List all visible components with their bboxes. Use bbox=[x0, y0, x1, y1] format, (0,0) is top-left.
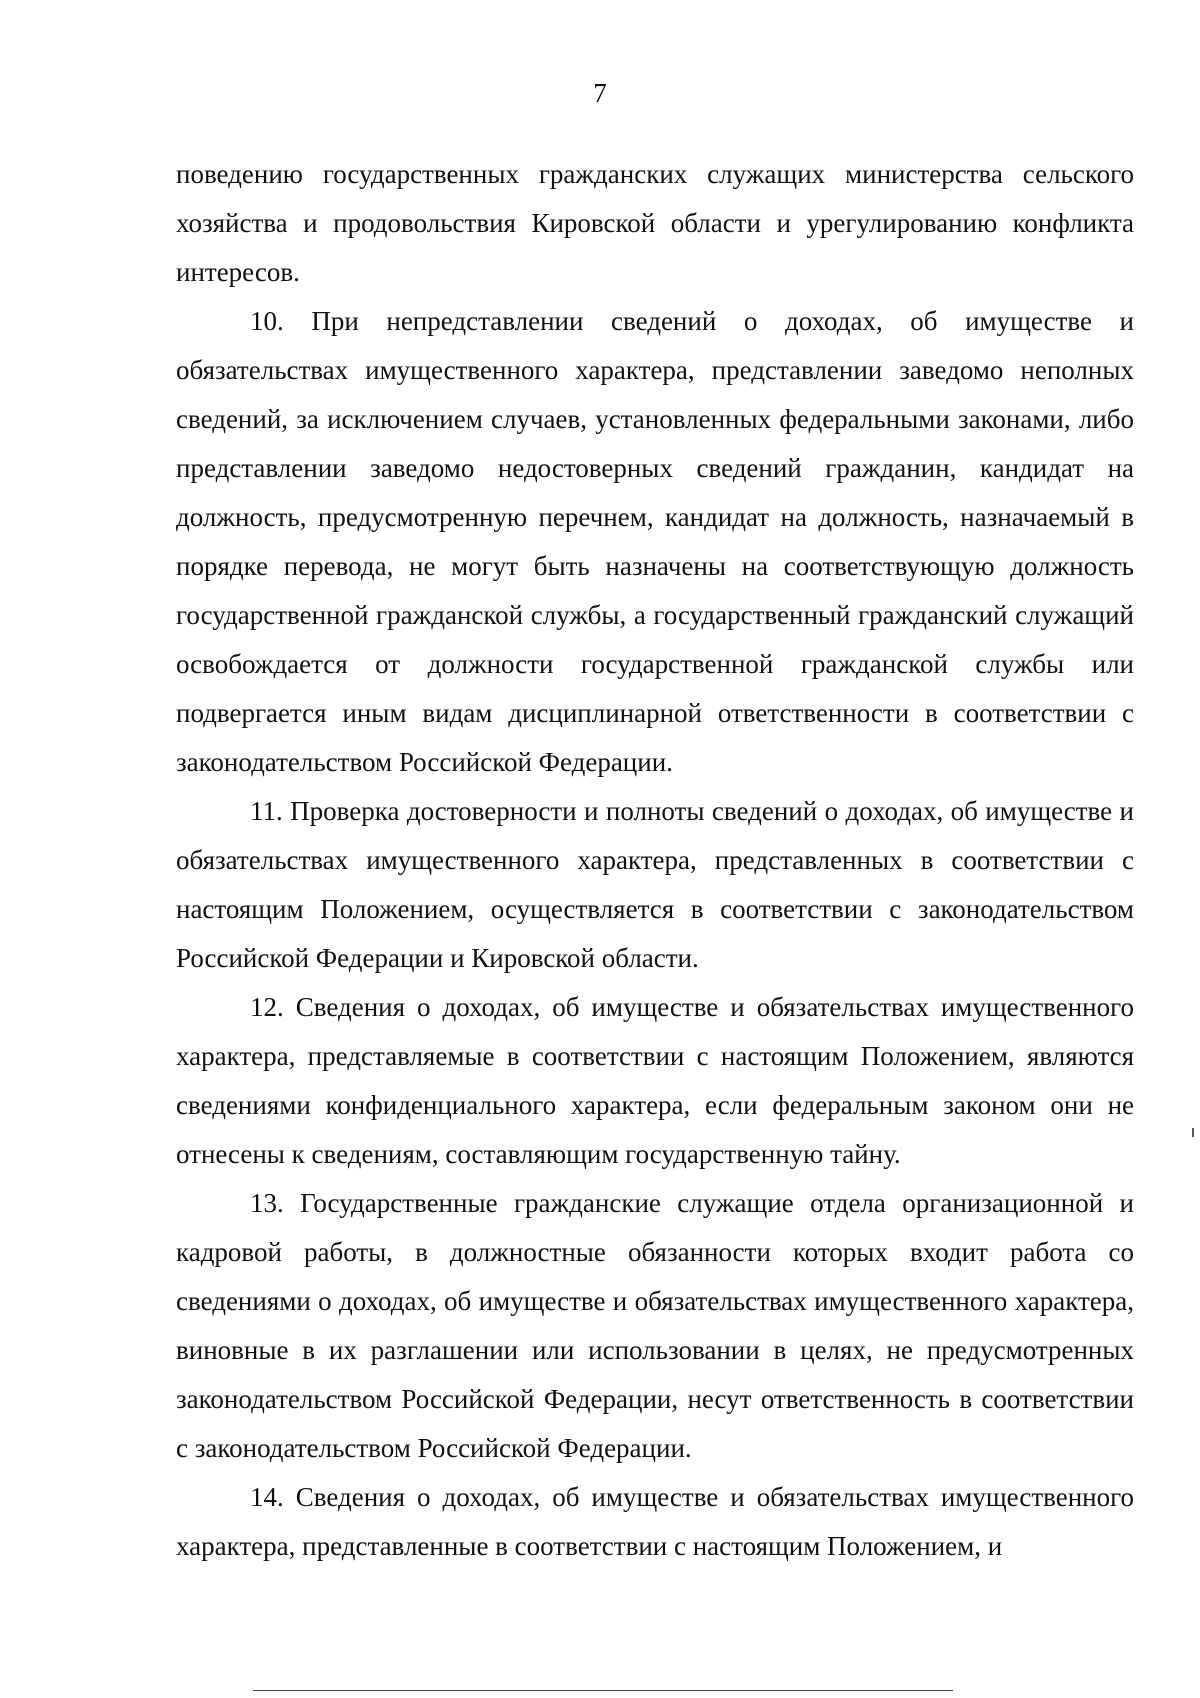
paragraph-continuation: поведению государственных гражданских служащих министерства сельского хозяйства и продовольствия Кировской области и урегулированию конфликта интересов. bbox=[176, 159, 1134, 287]
scan-artifact-mark bbox=[1192, 1128, 1194, 1137]
document-body bbox=[176, 150, 1134, 1571]
paragraph-12: 12. Сведения о доходах, об имуществе и обязательствах имущественного характера, представляемые в соответствии с настоящим Положением, являются сведениями конфиденциального характера, если федеральным законом они не отнесены к сведениям, составляющим государственную тайну. bbox=[176, 992, 1134, 1169]
page-number: 7 bbox=[593, 78, 607, 108]
paragraph-10: 10. При непредставлении сведений о доходах, об имуществе и обязательствах имущественного характера, представлении заведомо неполных сведений, за исключением случаев, установленных федеральными законами, либо представлении заведомо недостоверных сведений гражданин, кандидат на должность, предусмотренную перечнем, кандидат на должность, назначаемый в порядке перевода, не могут быть назначены на соответствующую должность государственной гражданской службы, а государственный гражданский служащий освобождается от должности государственной гражданской службы или подвергается иным видам дисциплинарной ответственности в соответствии с законодательством Российской Федерации. bbox=[176, 306, 1134, 777]
paragraph-11: 11. Проверка достоверности и полноты сведений о доходах, об имуществе и обязательствах имущественного характера, представленных в соответствии с настоящим Положением, осуществляется в соответствии с законодательством Российской Федерации и Кировской области. bbox=[176, 796, 1134, 973]
footer-rule bbox=[253, 1690, 953, 1691]
paragraph-14: 14. Сведения о доходах, об имуществе и обязательствах имущественного характера, представленные в соответствии с настоящим Положением, и bbox=[176, 1482, 1134, 1561]
paragraph-13: 13. Государственные гражданские служащие отдела организационной и кадровой работы, в должностные обязанности которых входит работа со сведениями о доходах, об имуществе и обязательствах имущественного характера, виновные в их разглашении или использовании в целях, не предусмотренных законодательством Российской Федерации, несут ответственность в соответствии с законодательством Российской Федерации. bbox=[176, 1188, 1134, 1463]
